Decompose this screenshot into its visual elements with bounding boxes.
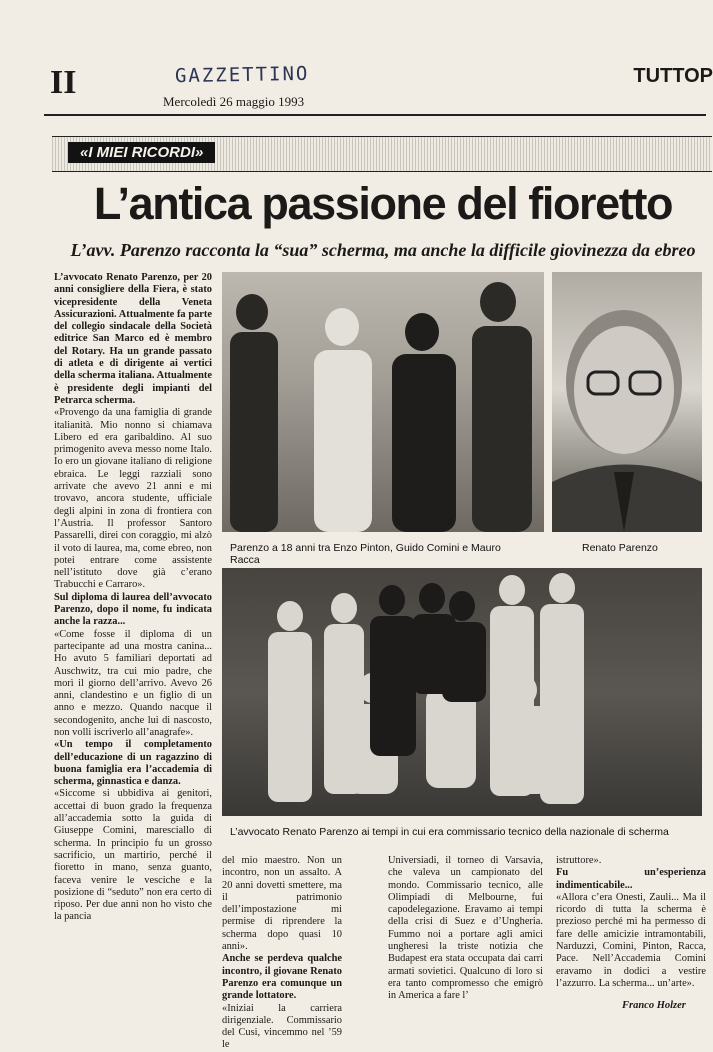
- paragraph: «Allora c’era Onesti, Zauli... Ma il ricordo di tutta la scherma è prezioso perché mi ha permesso di fare delle amicizie intramontabili, Narduzzi, Comini, Pinton, Racca, Pace. Nell’Accademia Comini eravamo in dodici a vestire l’azzurro. La scherma... un’arte».: [556, 891, 706, 989]
- kicker-bar: [52, 136, 712, 172]
- issue-date: Mercoledì 26 maggio 1993: [163, 94, 305, 109]
- photo3-caption: L’avvocato Renato Parenzo ai tempi in cui era commissario tecnico della nazionale di scherma: [230, 826, 669, 838]
- photo-renato-parenzo-portrait: [552, 272, 702, 532]
- headline: L’antica passione del fioretto: [93, 178, 673, 229]
- section-label: TUTTOP: [633, 65, 713, 87]
- newspaper-name-handwritten: GAZZETTINO: [174, 62, 310, 88]
- paragraph: «Iniziai la carriera dirigenziale. Commissario del Cusi, vincemmo nel ’59 le: [222, 1002, 342, 1051]
- photo2-caption: Renato Parenzo: [582, 542, 658, 554]
- photo1-caption: Parenzo a 18 anni tra Enzo Pinton, Guido Comini e Mauro Racca: [230, 542, 501, 566]
- paragraph: «Siccome si ubbidiva ai genitori, accettai di buon grado la frequenza all’accademia sotto la guida di Giuseppe Comini, maresciallo di scherma. In principio fu un grosso sacrificio, un martirio, perché il fioretto in mano, senza guanto, faceva venire le vesciche e la posizione di “seduto” non era certo di riposo. Per due anni non ho visto che la pancia: [54, 788, 212, 923]
- paragraph: «Come fosse il diploma di un partecipante ad una mostra canina... Ho avuto 5 familiari deportati ad Auschwitz, tra cui mio padre, che morì il giorno dell’arrivo. Avevo 26 anni, clandestino e un figlio di un anno e mezzo. Quando nacque il secondogenito, anche lui di nascosto, non volli iscriverlo all’anagrafe».: [54, 628, 212, 738]
- photo-parenzo-with-fencers: [222, 272, 544, 532]
- paragraph: Anche se perdeva qualche incontro, il giovane Renato Parenzo era comunque un grande lottatore.: [222, 953, 342, 1002]
- paragraph: Universiadi, il torneo di Varsavia, che valeva un campionato del mondo. Commissario tecnico, alle Olimpiadi di Melbourne, fui capodelegazione. Eravamo ai tempi della crisi di Suez e d’Ungheria. Fummo noi a portare agli amici ungheresi la triste notizia che Budapest era stata occupata dai carri armati sovietici. Qualcuno di loro si era tanto compromesso che emigrò in America a fare l’: [388, 855, 543, 1002]
- paragraph: del mio maestro. Non un incontro, non un assalto. A 20 anni dovetti smettere, ma il patrimonio dell’impostazione mi permise di riprendere la scherma dopo quasi 10 anni».: [222, 855, 342, 953]
- article-column-4: [556, 855, 706, 1015]
- author-signature: Franco Holzer: [622, 1000, 686, 1011]
- kicker-label: «I MIEI RICORDI»: [68, 142, 215, 163]
- paragraph: «Un tempo il completamento dell’educazione di un ragazzino di buona famiglia era l’accademia di scherma, ginnastica e danza.: [54, 739, 212, 788]
- subheadline: L’avv. Parenzo racconta la “sua” scherma, ma anche la difficile giovinezza da ebreo: [70, 240, 696, 260]
- paragraph: «Provengo da una famiglia di grande italianità. Mio nonno si chiamava Libero ed era garibaldino. Al suo primogenito aveva messo nome Italo. Io ero un giovane italiano di religione ebraica. Le leggi razziali sono arrivate che avevo 21 anni e mi trovavo, ancora studente, ufficiale degli alpini in zona di frontiera con l’Austria. Il professor Santoro Passarelli, direi con coraggio, mi alzò il voto di laurea, ma, come ebreo, non potei entrare come assistente nell’istituto dove già c’erano Trabucchi e Carraro».: [54, 407, 212, 591]
- paragraph: Fu un’esperienza indimenticabile...: [556, 867, 706, 891]
- photo-national-fencing-team: [222, 568, 702, 816]
- paragraph: istruttore».: [556, 855, 602, 866]
- article-column-1: [54, 272, 212, 1016]
- paragraph: Sul diploma di laurea dell’avvocato Parenzo, dopo il nome, fu indicata anche la razza...: [54, 591, 212, 628]
- paragraph: L’avvocato Renato Parenzo, per 20 anni consigliere della Fiera, è stato vicepresidente della Veneta Assicurazioni. Attualmente fa parte del collegio sindacale della Società editrice San Marco ed è membro del Rotary. Ha un grande passato di atleta e di dirigente ai vertici della scherma italiana. Attualmente è presidente degli impianti del Petrarca scherma.: [54, 272, 212, 406]
- page-number: II: [50, 64, 77, 101]
- article-column-2: [222, 855, 342, 1051]
- header-rule: [44, 114, 706, 116]
- article-column-3: [388, 855, 543, 1015]
